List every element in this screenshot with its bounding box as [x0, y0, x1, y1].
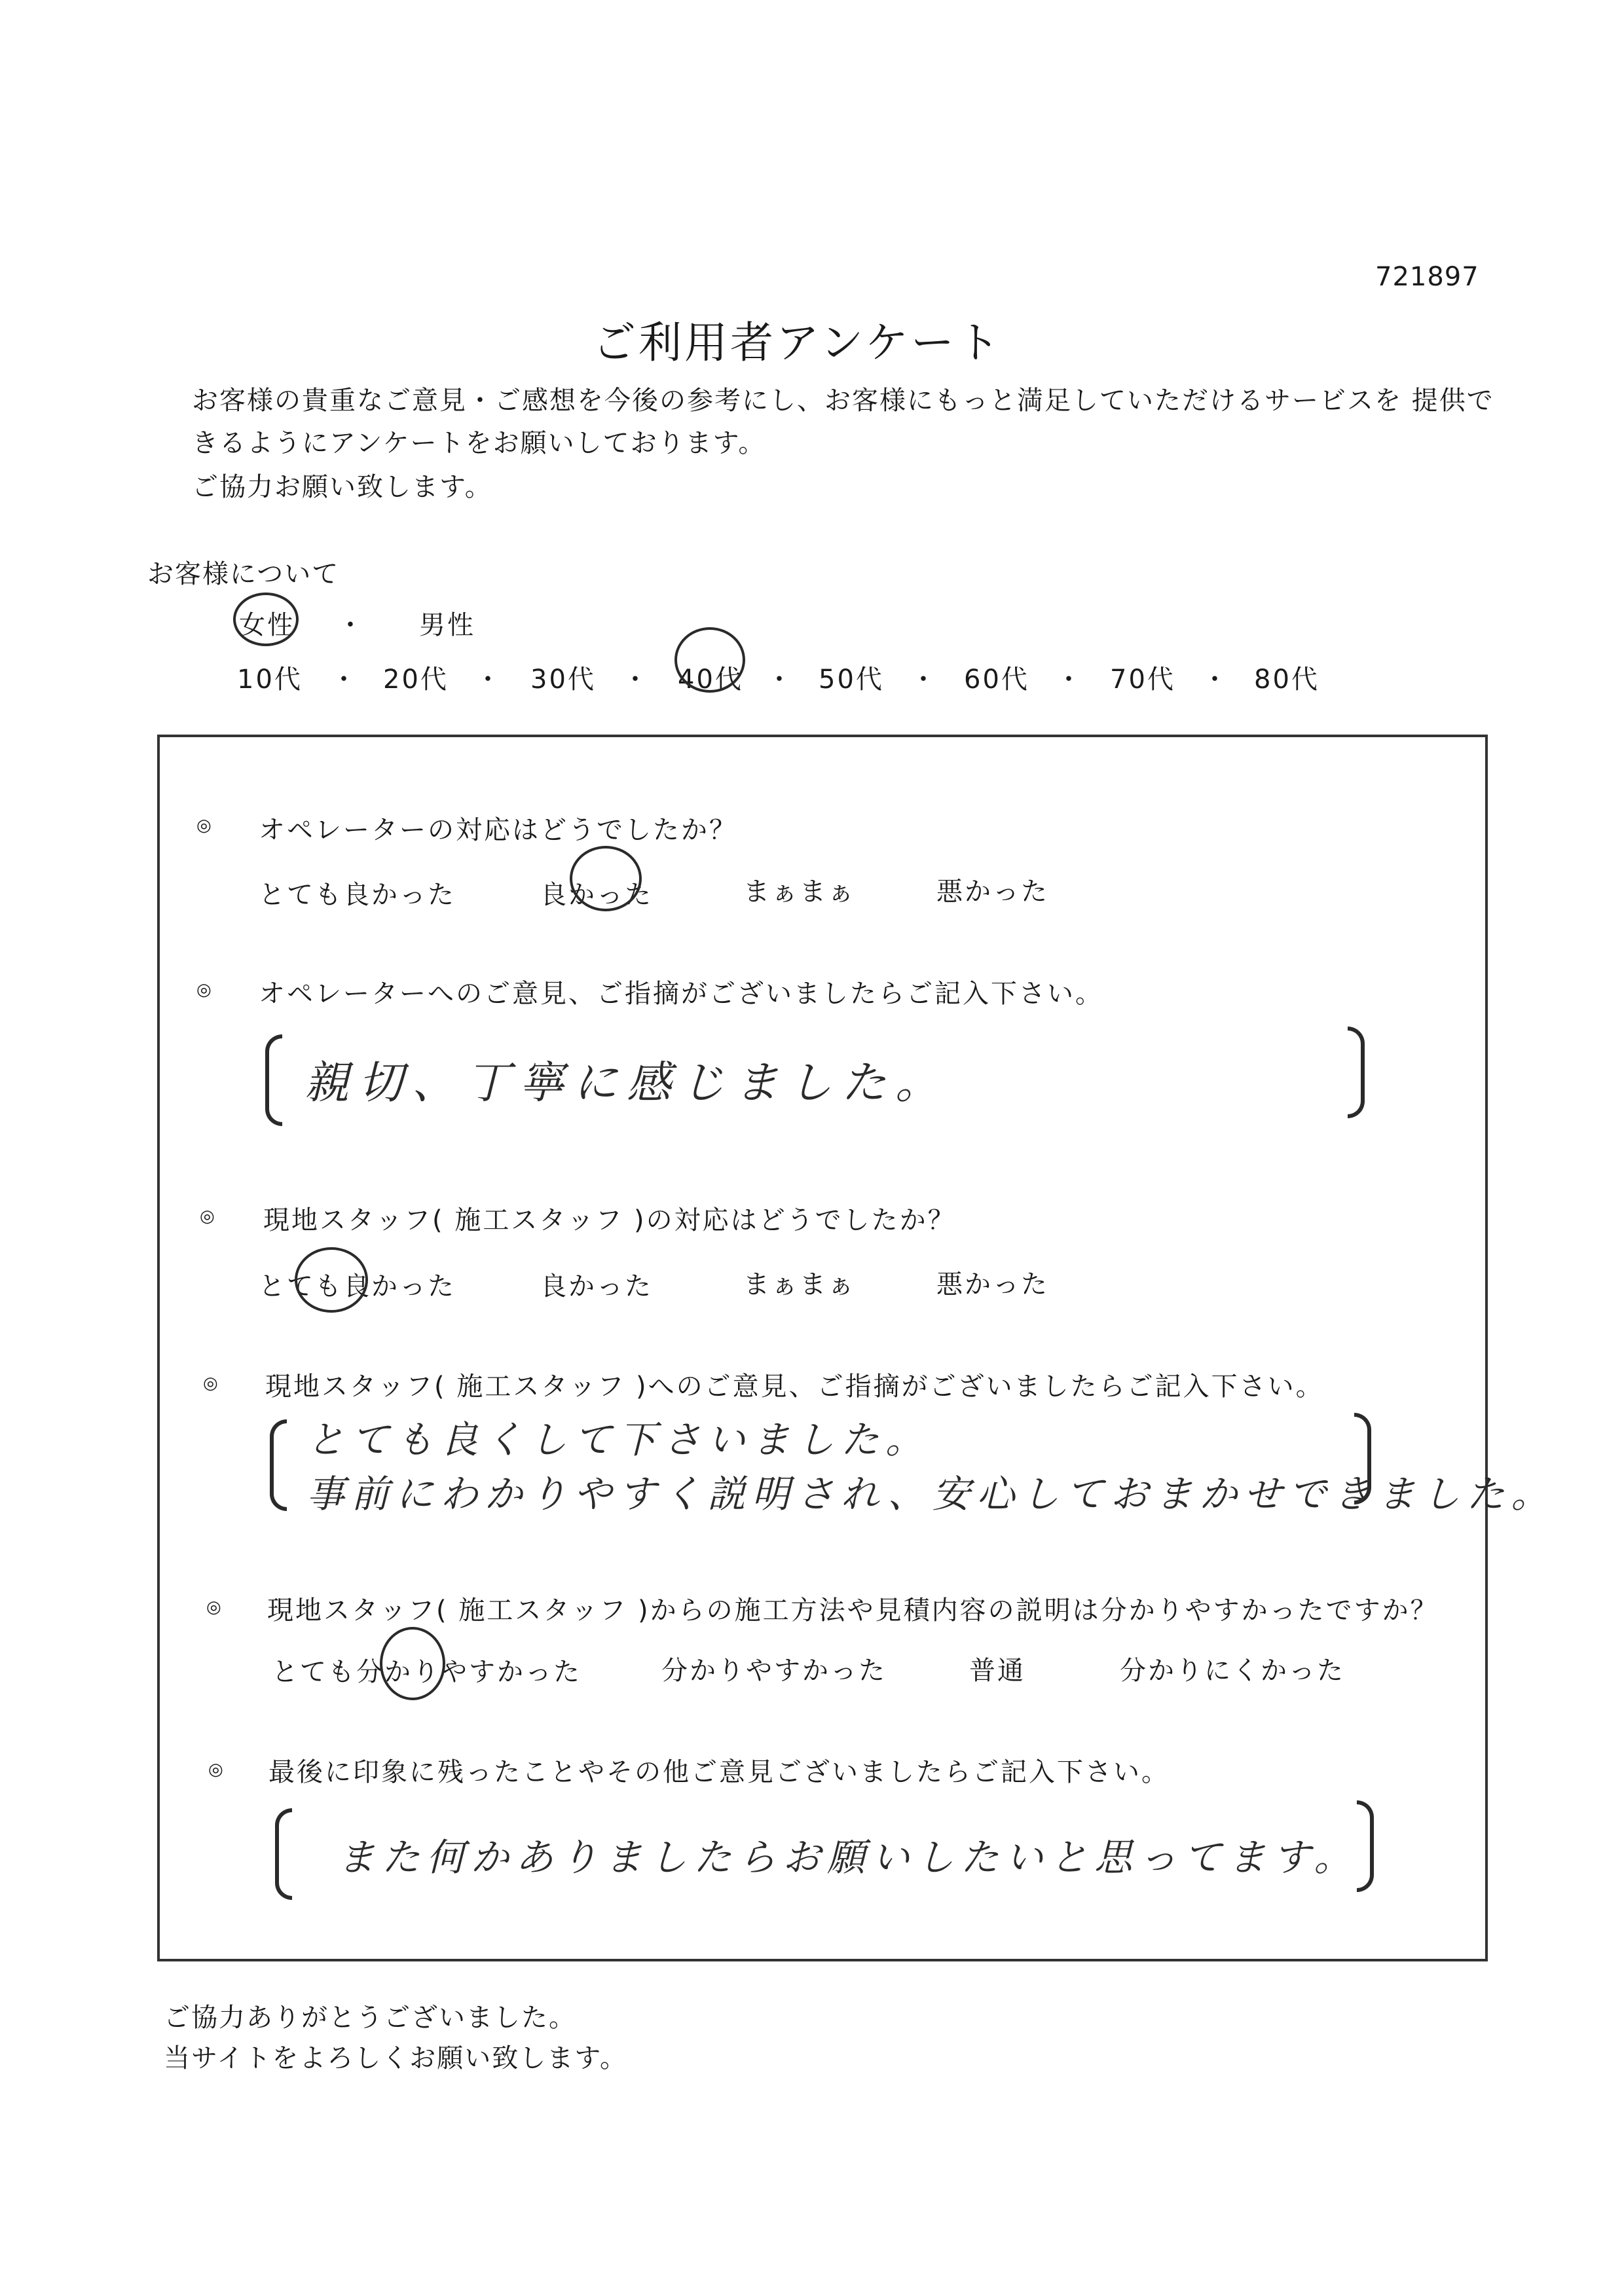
q5-option-easy[interactable]: 分かりやすかった: [661, 1656, 887, 1686]
q5-option-hard[interactable]: 分かりにくかった: [1120, 1656, 1345, 1686]
selection-circle: [295, 1247, 368, 1313]
footer-line-1: ご協力ありがとうございました。: [164, 2003, 576, 2033]
q1-option-average[interactable]: まぁまぁ: [743, 877, 856, 907]
separator: ・: [766, 665, 794, 695]
separator: ・: [1056, 665, 1084, 695]
question-5: 現地スタッフ( 施工スタッフ )からの施工方法や見積内容の説明は分かりやすかったですか？: [267, 1595, 1439, 1626]
q3-option-bad[interactable]: 悪かった: [936, 1269, 1049, 1300]
q3-option-average[interactable]: まぁまぁ: [743, 1269, 856, 1300]
answer-bracket-right: [1357, 1800, 1374, 1892]
separator: ・: [337, 610, 365, 640]
bullet-icon: ◎: [206, 1597, 221, 1617]
answer-bracket-left: [270, 1419, 287, 1511]
q1-option-bad[interactable]: 悪かった: [936, 877, 1049, 907]
answer-bracket-left: [275, 1808, 292, 1900]
bullet-icon: ◎: [203, 1374, 218, 1393]
bullet-icon: ◎: [196, 816, 212, 835]
separator: ・: [475, 665, 503, 695]
handwritten-answer-6: また何かありましたらお願いしたいと思ってます。: [337, 1835, 1359, 1880]
q1-option-good[interactable]: 良かった: [540, 880, 653, 910]
age-option-30[interactable]: 30代: [530, 665, 596, 695]
age-option-10[interactable]: 10代: [237, 665, 303, 695]
selection-circle: [674, 627, 745, 693]
q5-option-normal[interactable]: 普通: [969, 1656, 1025, 1686]
age-option-70[interactable]: 70代: [1110, 665, 1175, 695]
q5-option-very-easy[interactable]: とても分かりやすかった: [272, 1657, 581, 1687]
gender-option-female[interactable]: 女性: [239, 610, 295, 640]
selection-circle: [233, 592, 299, 646]
answer-bracket-right: [1348, 1027, 1365, 1118]
age-option-40[interactable]: 40代: [678, 665, 743, 695]
age-option-50[interactable]: 50代: [819, 665, 884, 695]
answer-bracket-left: [265, 1034, 282, 1126]
separator: ・: [622, 665, 650, 695]
handwritten-answer-2: 親切、丁寧に感じました。: [304, 1057, 950, 1109]
age-option-80[interactable]: 80代: [1254, 665, 1320, 695]
question-3: 現地スタッフ( 施工スタッフ )の対応はどうでしたか？: [263, 1205, 956, 1235]
document-id: 721897: [1375, 262, 1479, 292]
question-1: オペレーターの対応はどうでしたか？: [259, 815, 737, 845]
question-6: 最後に印象に残ったことやその他ご意見ございましたらご記入下さい。: [268, 1757, 1170, 1787]
bullet-icon: ◎: [200, 1207, 215, 1226]
question-2: オペレーターへのご意見、ご指摘がございましたらご記入下さい。: [259, 979, 1103, 1009]
bullet-icon: ◎: [208, 1760, 223, 1779]
footer-line-2: 当サイトをよろしくお願い致します。: [164, 2043, 627, 2073]
answer-bracket-right: [1354, 1413, 1371, 1504]
age-option-20[interactable]: 20代: [383, 665, 449, 695]
intro-line-1: お客様の貴重なご意見・ご感想を今後の参考にし、お客様にもっと満足していただけるサービスを 提供で: [192, 386, 1494, 416]
bullet-icon: ◎: [196, 980, 212, 1000]
age-option-60[interactable]: 60代: [964, 665, 1029, 695]
handwritten-answer-4-line-2: 事前にわかりやすく説明され、安心しておまかせできました。: [306, 1472, 1556, 1516]
intro-line-3: ご協力お願い致します。: [192, 472, 492, 502]
selection-circle: [380, 1627, 445, 1700]
q3-option-very-good[interactable]: とても良かった: [259, 1271, 456, 1302]
q1-option-very-good[interactable]: とても良かった: [259, 880, 456, 910]
separator: ・: [1202, 665, 1230, 695]
page-title: ご利用者アンケート: [593, 318, 1003, 368]
q3-option-good[interactable]: 良かった: [540, 1271, 653, 1302]
intro-line-2: きるようにアンケートをお願いしております。: [192, 428, 766, 458]
separator: ・: [331, 665, 359, 695]
customer-heading: お客様について: [147, 559, 340, 589]
question-4: 現地スタッフ( 施工スタッフ )へのご意見、ご指摘がございましたらご記入下さい。: [265, 1372, 1324, 1402]
selection-circle: [570, 846, 642, 911]
gender-option-male[interactable]: 男性: [419, 610, 475, 640]
handwritten-answer-4-line-1: とても良くして下さいました。: [306, 1417, 931, 1462]
separator: ・: [910, 665, 938, 695]
